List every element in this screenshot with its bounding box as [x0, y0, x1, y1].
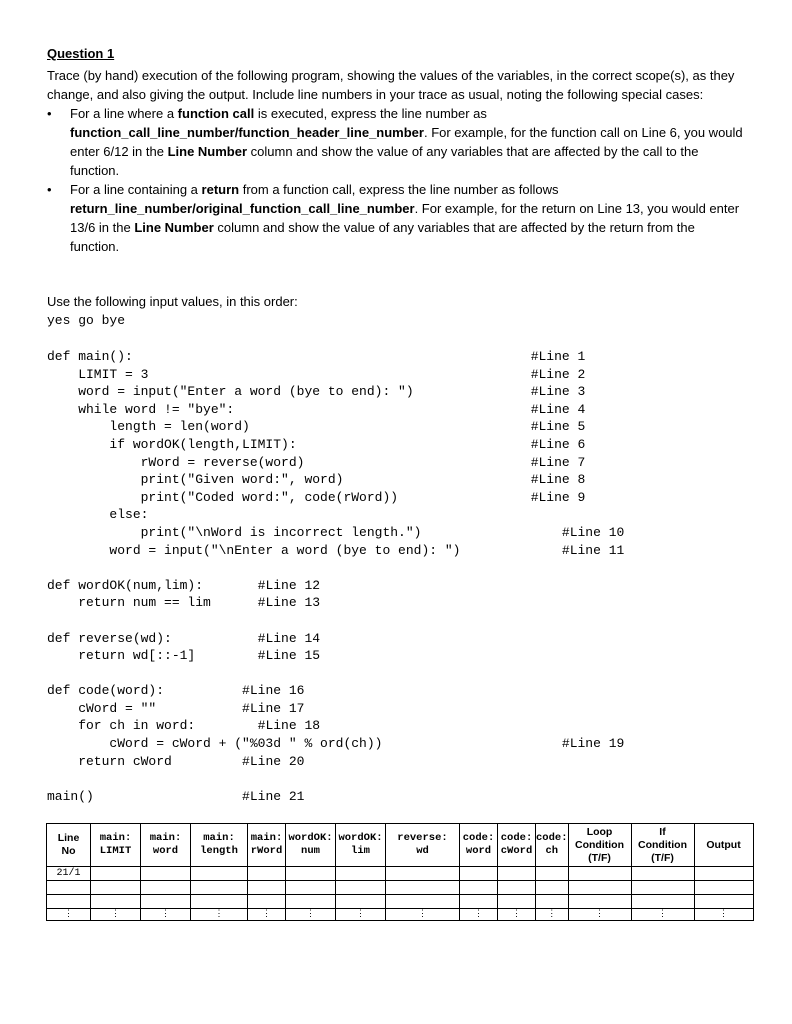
column-header-text: code: — [500, 832, 533, 844]
column-header-text: cWord — [500, 845, 533, 857]
column-header-text: rWord — [250, 845, 283, 857]
column-header — [498, 824, 536, 867]
column-header-text: ch — [545, 845, 559, 857]
column-header-text: code: — [536, 832, 568, 844]
column-header-text: Loop — [586, 825, 613, 838]
code-line — [47, 454, 624, 472]
code-padding — [164, 683, 242, 698]
column-header — [336, 824, 386, 867]
column-header-text: reverse: — [397, 832, 448, 844]
trace-cell[interactable] — [286, 867, 336, 881]
line-number-comment: #Line 12 — [257, 577, 321, 593]
code-padding — [94, 789, 242, 804]
code-padding — [234, 402, 530, 417]
code-padding — [421, 525, 561, 540]
column-header-text: main: — [99, 832, 132, 844]
input-values-label: Use the following input values, in this order: — [47, 294, 298, 309]
column-header-text: Line — [57, 832, 80, 844]
column-header-text: num — [301, 845, 320, 857]
line-number-comment: #Line 13 — [257, 595, 321, 611]
code-line — [47, 647, 624, 665]
continuation-row — [47, 909, 754, 921]
code-text: print("\nWord is incorrect length.") — [47, 524, 422, 540]
question-title: Question 1 — [47, 46, 115, 61]
code-text: return num == lim — [47, 595, 211, 611]
column-header — [248, 824, 286, 867]
text-span: is executed, express the line number as — [254, 106, 487, 121]
input-values: yes go bye — [47, 313, 126, 328]
column-header — [286, 824, 336, 867]
trace-cell[interactable] — [286, 895, 336, 909]
code-text: cWord = cWord + ("%03d " % ord(ch)) — [47, 736, 383, 752]
bullet-return — [47, 180, 747, 256]
trace-cell[interactable] — [498, 881, 536, 895]
column-header-text: main: — [250, 832, 283, 844]
code-line — [47, 401, 624, 419]
code-text: cWord = "" — [47, 700, 157, 716]
column-header — [191, 824, 248, 867]
trace-header-row — [47, 824, 754, 867]
code-padding — [414, 384, 531, 399]
trace-cell[interactable] — [286, 881, 336, 895]
trace-cell[interactable] — [91, 881, 141, 895]
trace-cell[interactable] — [460, 895, 498, 909]
table-row — [47, 881, 754, 895]
text-span: from a function call, express the line number as follows — [239, 182, 559, 197]
code-text: def reverse(wd): — [47, 630, 172, 646]
code-text: return wd[::-1] — [47, 648, 196, 664]
bold-span: Line Number — [167, 144, 248, 159]
column-header — [694, 824, 753, 867]
trace-cell[interactable] — [694, 895, 753, 909]
code-line — [47, 471, 624, 489]
code-line — [47, 753, 624, 771]
continuation-mark: ⋮ — [336, 909, 386, 921]
code-text: word = input("\nEnter a word (bye to end): ") — [47, 542, 461, 558]
trace-cell[interactable] — [536, 895, 569, 909]
code-line — [47, 366, 624, 384]
trace-cell[interactable] — [694, 867, 753, 881]
bold-span: function call — [177, 106, 255, 121]
line-number-comment: #Line 19 — [561, 736, 625, 752]
code-listing — [47, 348, 624, 805]
code-padding — [195, 648, 257, 663]
column-header-text: Condition — [638, 838, 687, 851]
continuation-mark: ⋮ — [386, 909, 460, 921]
column-header-text: No — [61, 845, 76, 857]
line-number-comment: #Line 6 — [530, 436, 586, 452]
code-padding — [156, 701, 242, 716]
blank-line — [47, 559, 624, 577]
code-text: def main(): — [47, 349, 133, 364]
code-padding — [203, 578, 258, 593]
code-padding — [211, 595, 258, 610]
code-padding — [297, 437, 531, 452]
text-span: For a line where a — [70, 106, 178, 121]
blank-line — [47, 665, 624, 683]
code-padding — [460, 543, 561, 558]
continuation-mark: ⋮ — [498, 909, 536, 921]
continuation-mark: ⋮ — [694, 909, 753, 921]
trace-cell[interactable] — [536, 867, 569, 881]
code-text: while word != "bye": — [47, 401, 235, 417]
special-cases-list — [47, 104, 747, 256]
trace-cell[interactable] — [460, 881, 498, 895]
bold-span: function_call_line_number/function_header_line_number — [70, 125, 424, 140]
column-header — [91, 824, 141, 867]
trace-table — [46, 823, 754, 921]
code-padding — [172, 754, 242, 769]
line-number-comment: #Line 2 — [530, 366, 586, 382]
column-header-text: wd — [416, 845, 429, 857]
continuation-mark: ⋮ — [460, 909, 498, 921]
column-header — [141, 824, 191, 867]
code-padding — [382, 736, 561, 751]
trace-cell[interactable] — [536, 881, 569, 895]
column-header-text: word — [465, 845, 492, 857]
code-padding — [250, 419, 531, 434]
code-line — [47, 735, 624, 753]
code-text: def code(word): — [47, 683, 165, 699]
trace-cell[interactable] — [47, 895, 91, 909]
continuation-mark: ⋮ — [91, 909, 141, 921]
trace-cell[interactable] — [47, 881, 91, 895]
text-span: For a line containing a — [70, 182, 202, 197]
column-header-text: main: — [203, 832, 235, 844]
trace-cell[interactable] — [631, 895, 694, 909]
trace-cell[interactable] — [336, 881, 386, 895]
trace-cell[interactable] — [248, 895, 286, 909]
code-line — [47, 700, 624, 718]
code-text: length = len(word) — [47, 419, 250, 435]
column-header — [536, 824, 569, 867]
text-span: column and show the value of any variables that are affected by the return from the function. — [70, 220, 695, 254]
code-text: word = input("Enter a word (bye to end): ") — [47, 384, 414, 400]
trace-cell[interactable] — [141, 867, 191, 881]
code-line — [47, 506, 624, 524]
bullet-icon: • — [47, 182, 52, 197]
code-text: if wordOK(length,LIMIT): — [47, 436, 297, 452]
line-number-comment: #Line 1 — [530, 349, 586, 364]
trace-cell[interactable] — [498, 867, 536, 881]
code-line — [47, 436, 624, 454]
trace-cell[interactable] — [191, 895, 248, 909]
line-number-comment: #Line 15 — [257, 648, 321, 664]
bold-span: return_line_number/original_function_call_line_number — [70, 201, 415, 216]
table-row — [47, 895, 754, 909]
code-line — [47, 489, 624, 507]
column-header-text: Condition — [575, 838, 624, 851]
column-header-text: wordOK: — [338, 832, 383, 844]
continuation-mark: ⋮ — [536, 909, 569, 921]
trace-cell[interactable] — [91, 895, 141, 909]
continuation-mark: ⋮ — [248, 909, 286, 921]
trace-cell[interactable] — [568, 867, 631, 881]
line-no-cell[interactable]: 21/1 — [47, 867, 91, 881]
trace-cell[interactable] — [91, 867, 141, 881]
code-line — [47, 542, 624, 560]
bullet-icon: • — [47, 106, 52, 121]
line-number-comment: #Line 18 — [257, 718, 321, 734]
continuation-mark: ⋮ — [141, 909, 191, 921]
bold-span: Line Number — [134, 220, 214, 235]
code-line — [47, 418, 624, 436]
blank-line — [47, 612, 624, 630]
code-padding — [172, 631, 258, 646]
text-span: . For example, for the return on Line 13, you would enter 13/6 in the — [70, 201, 740, 235]
trace-cell[interactable] — [336, 895, 386, 909]
trace-cell[interactable] — [141, 895, 191, 909]
line-number-comment: #Line 11 — [561, 542, 625, 558]
column-header-text: word — [152, 845, 179, 857]
line-number-comment: #Line 14 — [257, 630, 321, 646]
continuation-mark: ⋮ — [568, 909, 631, 921]
line-number-comment: #Line 3 — [530, 384, 586, 400]
code-padding — [304, 455, 530, 470]
code-text: rWord = reverse(word) — [47, 454, 305, 470]
trace-cell[interactable] — [631, 881, 694, 895]
code-line — [47, 348, 624, 366]
code-text: print("Given word:", word) — [47, 472, 344, 488]
code-text: else: — [47, 507, 149, 523]
trace-cell[interactable] — [568, 881, 631, 895]
column-header-text: wordOK: — [288, 832, 333, 844]
column-header-text: main: — [149, 832, 182, 844]
bullet-function-call — [47, 104, 747, 180]
code-line — [47, 788, 624, 806]
trace-cell[interactable] — [694, 881, 753, 895]
code-line — [47, 577, 624, 595]
column-header-text: If — [659, 825, 666, 838]
code-padding — [195, 718, 257, 733]
trace-cell[interactable] — [191, 881, 248, 895]
line-number-comment: #Line 21 — [242, 788, 305, 804]
line-number-comment: #Line 4 — [530, 401, 586, 417]
trace-cell[interactable] — [248, 881, 286, 895]
code-padding — [148, 367, 530, 382]
trace-cell[interactable] — [386, 895, 460, 909]
line-number-comment: #Line 16 — [242, 683, 305, 699]
column-header — [47, 824, 91, 867]
code-text: return cWord — [47, 753, 172, 769]
column-header — [568, 824, 631, 867]
column-header-text: (T/F) — [651, 851, 674, 864]
continuation-mark: ⋮ — [631, 909, 694, 921]
code-line — [47, 717, 624, 735]
line-number-comment: #Line 10 — [561, 524, 625, 540]
trace-body — [47, 867, 754, 921]
column-header-text: lim — [351, 845, 370, 857]
line-number-comment: #Line 20 — [242, 753, 305, 769]
line-number-comment: #Line 17 — [242, 700, 305, 716]
trace-cell[interactable] — [191, 867, 248, 881]
code-padding — [343, 472, 530, 487]
code-line — [47, 524, 624, 542]
code-line — [47, 682, 624, 700]
code-line — [47, 630, 624, 648]
continuation-mark: ⋮ — [47, 909, 91, 921]
trace-cell[interactable] — [386, 867, 460, 881]
line-number-comment: #Line 8 — [530, 472, 586, 488]
line-number-comment: #Line 7 — [530, 454, 586, 470]
continuation-mark: ⋮ — [191, 909, 248, 921]
continuation-mark: ⋮ — [286, 909, 336, 921]
code-text: LIMIT = 3 — [47, 366, 149, 382]
column-header-text: code: — [462, 832, 495, 844]
code-text: print("Coded word:", code(rWord)) — [47, 489, 399, 505]
column-header-text: length — [200, 845, 238, 857]
code-line — [47, 594, 624, 612]
column-header-text: (T/F) — [588, 851, 611, 864]
column-header-text: Output — [706, 838, 741, 851]
bold-span: return — [201, 182, 240, 197]
trace-cell[interactable] — [631, 867, 694, 881]
code-text: for ch in word: — [47, 718, 196, 734]
text-span: . For example, for the function call on Line 6, you would enter 6/12 in the — [70, 125, 743, 159]
code-padding — [133, 349, 531, 364]
column-header-text: LIMIT — [99, 845, 132, 857]
column-header — [460, 824, 498, 867]
column-header — [631, 824, 694, 867]
trace-cell[interactable] — [460, 867, 498, 881]
trace-cell[interactable] — [141, 881, 191, 895]
trace-cell[interactable] — [336, 867, 386, 881]
line-number-comment: #Line 9 — [530, 489, 586, 505]
trace-cell[interactable] — [568, 895, 631, 909]
table-row — [47, 867, 754, 881]
intro-paragraph: Trace (by hand) execution of the following program, showing the values of the variables, in the correct scope(s), as they change, and also giving the output. Include line numbers in your trace as usual, noting the following special cases: — [47, 68, 735, 102]
trace-cell[interactable] — [386, 881, 460, 895]
trace-cell[interactable] — [498, 895, 536, 909]
column-header — [386, 824, 460, 867]
text-span: column and show the value of any variables that are affected by the call to the function. — [70, 144, 699, 178]
blank-line — [47, 770, 624, 788]
line-number-comment: #Line 5 — [530, 419, 586, 435]
instructions — [47, 66, 747, 256]
code-padding — [398, 490, 531, 505]
code-text: main() — [47, 788, 94, 804]
code-line — [47, 383, 624, 401]
trace-cell[interactable] — [248, 867, 286, 881]
code-text: def wordOK(num,lim): — [47, 577, 204, 593]
